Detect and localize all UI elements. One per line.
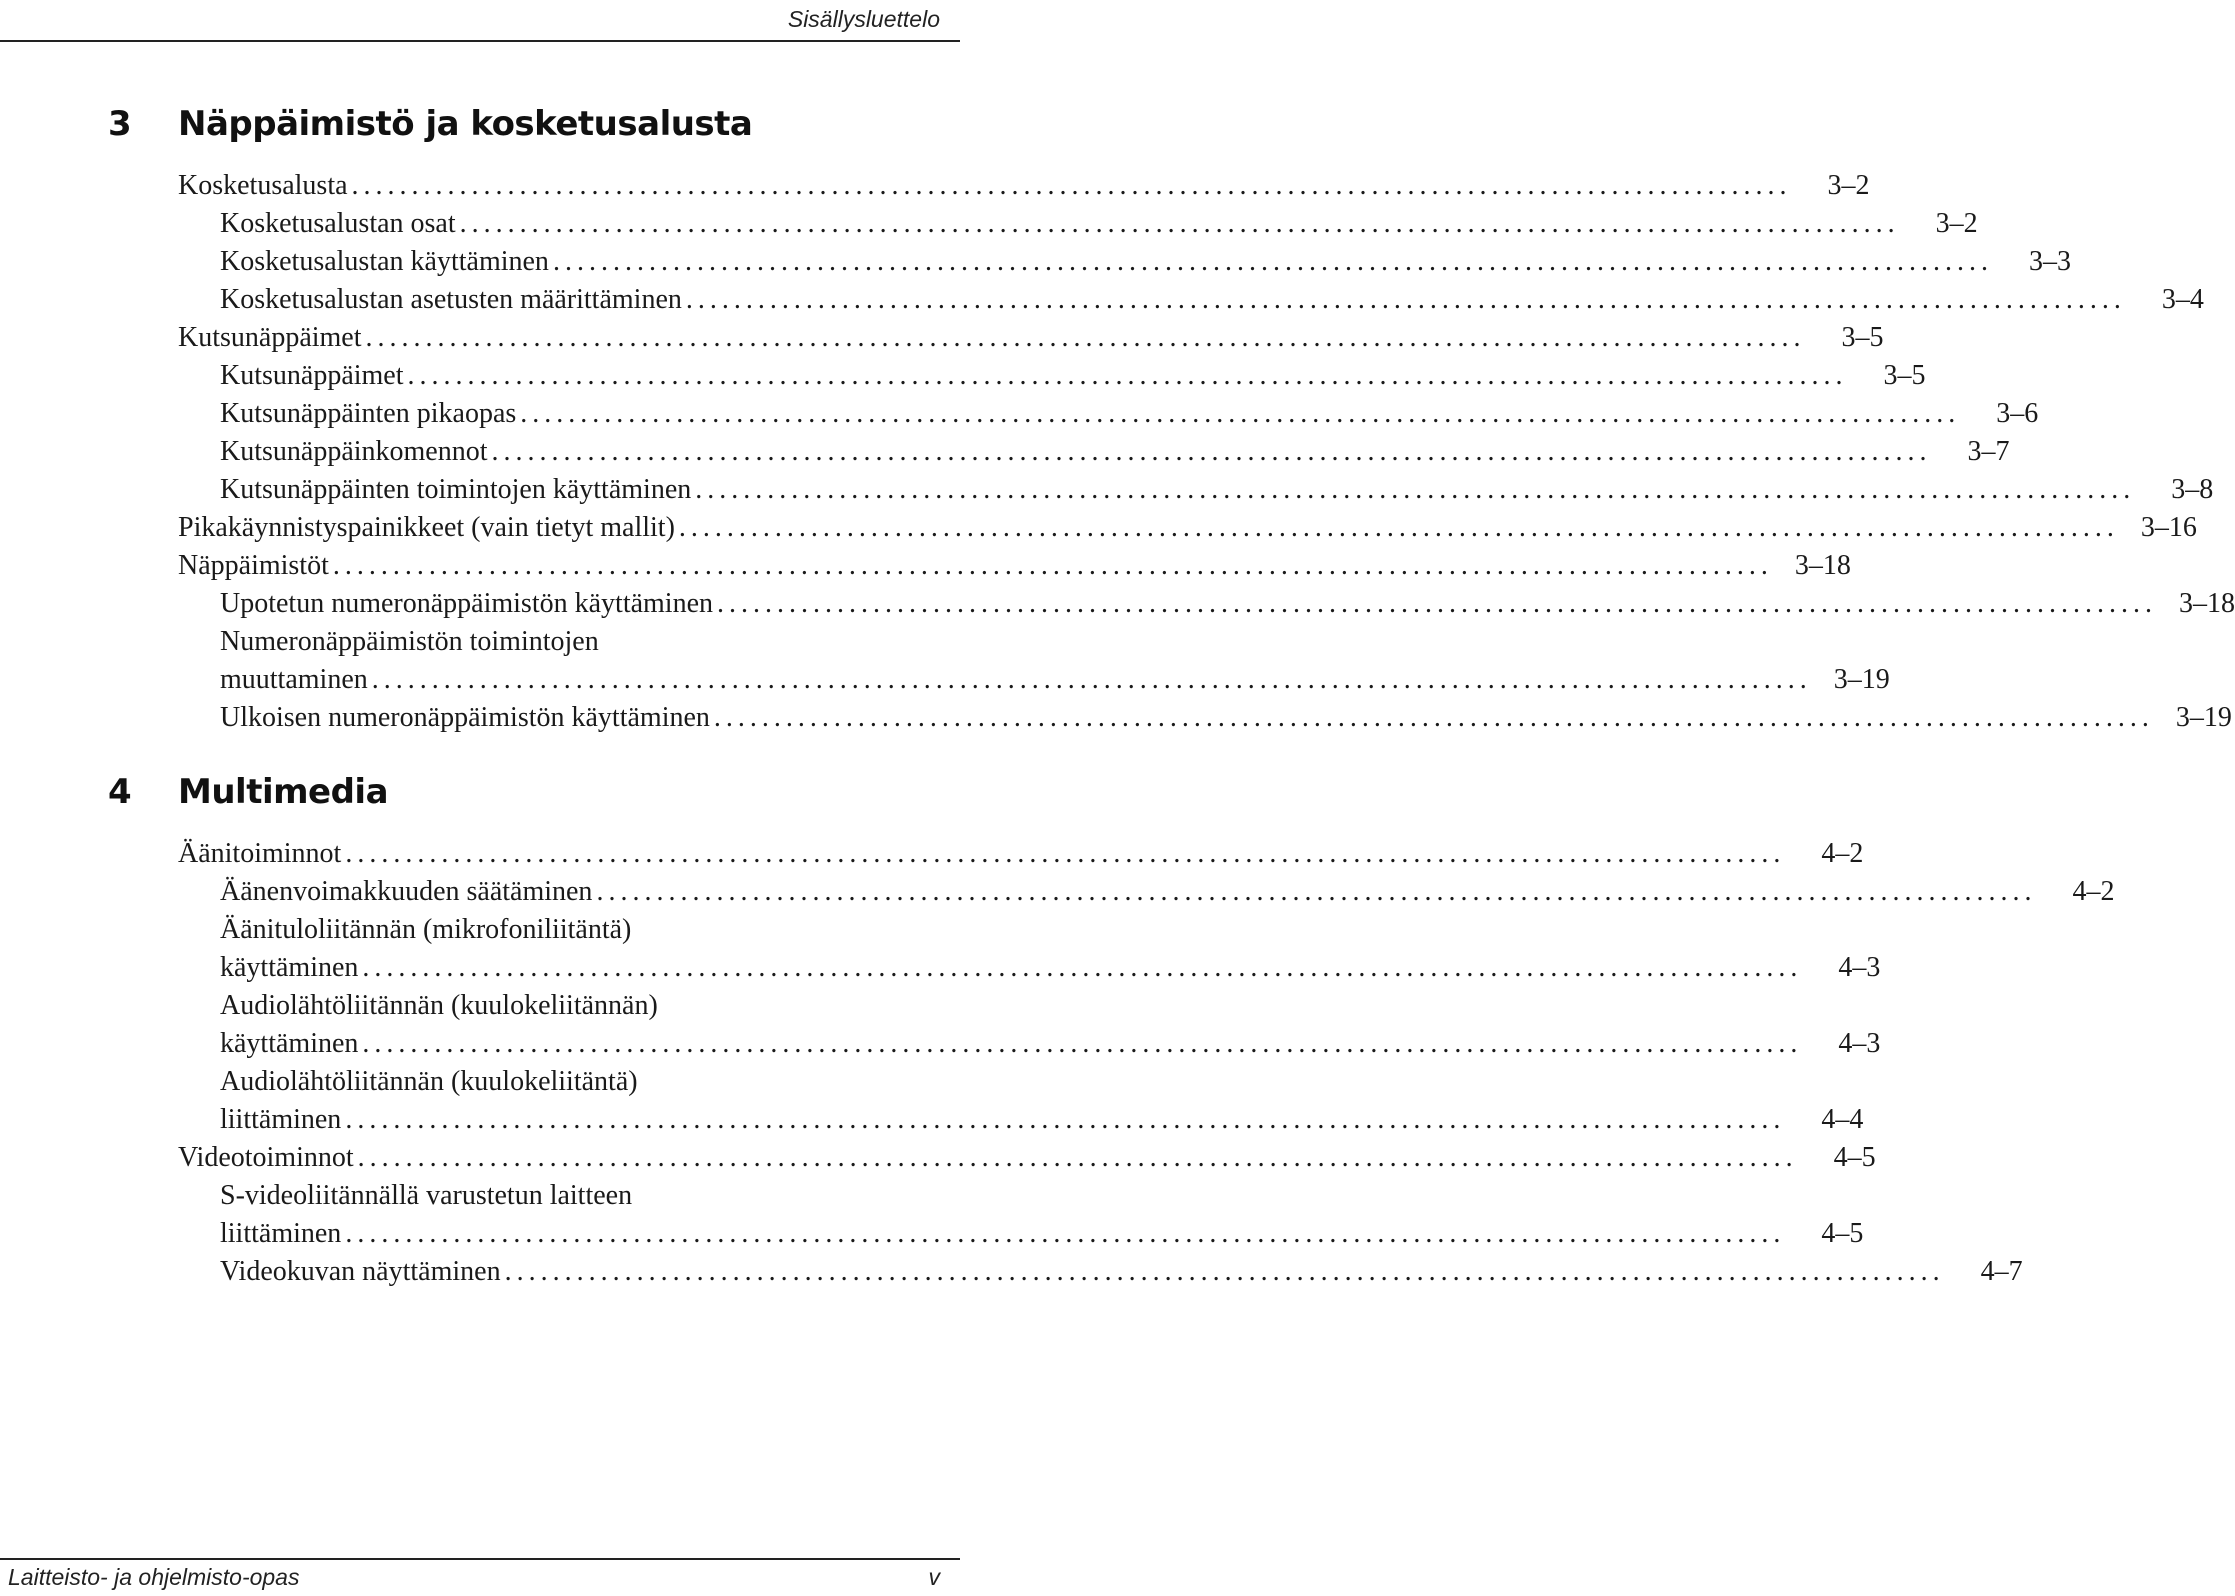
toc-entry-continued — [0, 987, 960, 1025]
toc-entry[interactable] — [0, 1101, 1864, 1139]
toc-page-number: 4–2 — [2072, 876, 2115, 907]
chapter-3-heading[interactable] — [0, 100, 960, 156]
toc-entry-title: liittäminen — [220, 1218, 342, 1249]
toc-page-number: 3–2 — [1935, 208, 1978, 239]
toc-page-number: 3–3 — [2028, 246, 2071, 277]
toc-leader-dots: ........................................................................................................................ — [552, 246, 1993, 277]
toc-entry-title: käyttäminen — [220, 1028, 359, 1059]
header-rule — [0, 40, 960, 42]
toc-entry-title: Kutsunäppäinkomennot — [220, 436, 488, 467]
toc-leader-dots: ........................................................................................................................ — [362, 1028, 1803, 1059]
toc-page-number: 3–2 — [1827, 170, 1870, 201]
toc-entry[interactable] — [0, 699, 2232, 737]
toc-entry-title: Äänitoiminnot — [178, 838, 342, 869]
toc-page-number: 3–19 — [2175, 702, 2232, 733]
toc-leader-dots: ........................................................................................................................ — [491, 436, 1932, 467]
toc-entry-title: Pikakäynnistyspainikkeet (vain tietyt mallit) — [178, 512, 675, 543]
toc-entry-title: muuttaminen — [220, 664, 368, 695]
toc-page-number: 4–3 — [1838, 952, 1881, 983]
toc-entry-title: liittäminen — [220, 1104, 342, 1135]
toc-entry-title: Kutsunäppäinten pikaopas — [220, 398, 517, 429]
toc-entry-title: Äänituloliitännän (mikrofoniliitäntä) — [220, 914, 632, 945]
toc-entry-title: Audiolähtöliitännän (kuulokeliitäntä) — [220, 1066, 638, 1097]
toc-leader-dots: ........................................................................................................................ — [520, 398, 1961, 429]
toc-entry[interactable] — [0, 319, 1884, 357]
toc-leader-dots: ........................................................................................................................ — [504, 1256, 1945, 1287]
toc-page-number: 4–5 — [1833, 1142, 1876, 1173]
toc-entry[interactable] — [0, 835, 1864, 873]
toc-page-number: 4–4 — [1821, 1104, 1864, 1135]
toc-entry-title: Upotetun numeronäppäimistön käyttäminen — [220, 588, 714, 619]
toc-page-number: 3–6 — [1996, 398, 2039, 429]
toc-entry-title: Kosketusalustan asetusten määrittäminen — [220, 284, 682, 315]
toc-entry-continued — [0, 1063, 960, 1101]
toc-entry[interactable] — [0, 395, 2039, 433]
toc-entry[interactable] — [0, 547, 1851, 585]
toc-leader-dots: ........................................................................................................................ — [685, 284, 2126, 315]
toc-entry-title: Videokuvan näyttäminen — [220, 1256, 501, 1287]
chapter-number: 4 — [108, 772, 132, 812]
chapter-4-toc — [0, 835, 2115, 1291]
toc-leader-dots: ........................................................................................................................ — [357, 1142, 1798, 1173]
toc-page-number: 3–16 — [2140, 512, 2197, 543]
toc-entry-title: Numeronäppäimistön toimintojen — [220, 626, 599, 657]
toc-page-number: 4–5 — [1821, 1218, 1864, 1249]
toc-leader-dots: ........................................................................................................................ — [717, 588, 2158, 619]
toc-leader-dots: ........................................................................................................................ — [713, 702, 2154, 733]
toc-page-number: 3–7 — [1967, 436, 2010, 467]
toc-page-number: 3–19 — [1833, 664, 1890, 695]
toc-leader-dots: ........................................................................................................................ — [407, 360, 1848, 391]
toc-leader-dots: ........................................................................................................................ — [351, 170, 1792, 201]
toc-entry-title: Audiolähtöliitännän (kuulokeliitännän) — [220, 990, 658, 1021]
chapter-title: Multimedia — [178, 772, 389, 812]
toc-entry-continued — [0, 1177, 960, 1215]
toc-leader-dots: ........................................................................................................................ — [332, 550, 1773, 581]
toc-entry-title: Kutsunäppäimet — [220, 360, 404, 391]
toc-entry[interactable] — [0, 873, 2115, 911]
toc-leader-dots: ........................................................................................................................ — [678, 512, 2119, 543]
toc-entry-title: käyttäminen — [220, 952, 359, 983]
toc-entry-title: S-videoliitännällä varustetun laitteen — [220, 1180, 633, 1211]
toc-entry[interactable] — [0, 281, 2204, 319]
toc-leader-dots: ........................................................................................................................ — [365, 322, 1806, 353]
chapter-4-heading[interactable] — [0, 768, 960, 824]
footer-document-title: Laitteisto- ja ohjelmisto-opas — [8, 1564, 300, 1590]
toc-leader-dots: ........................................................................................................................ — [459, 208, 1900, 239]
toc-leader-dots: ........................................................................................................................ — [596, 876, 2037, 907]
toc-entry[interactable] — [0, 1139, 1876, 1177]
toc-leader-dots: ........................................................................................................................ — [695, 474, 2136, 505]
chapter-title: Näppäimistö ja kosketusalusta — [178, 104, 753, 144]
footer-rule — [0, 1558, 960, 1560]
toc-entry[interactable] — [0, 1253, 2023, 1291]
running-header-title: Sisällysluettelo — [787, 6, 940, 32]
toc-entry[interactable] — [0, 357, 1926, 395]
toc-entry[interactable] — [0, 661, 1890, 699]
footer-page-number: v — [928, 1564, 940, 1590]
toc-entry-title: Kosketusalustan osat — [220, 208, 456, 239]
toc-page-number: 4–3 — [1838, 1028, 1881, 1059]
toc-leader-dots: ........................................................................................................................ — [345, 838, 1786, 869]
toc-entry-title: Äänenvoimakkuuden säätäminen — [220, 876, 593, 907]
toc-entry[interactable] — [0, 1215, 1864, 1253]
toc-entry[interactable] — [0, 243, 2071, 281]
toc-entry-title: Ulkoisen numeronäppäimistön käyttäminen — [220, 702, 710, 733]
toc-leader-dots: ........................................................................................................................ — [362, 952, 1803, 983]
toc-page-number: 3–18 — [2179, 588, 2235, 619]
toc-entry[interactable] — [0, 949, 1881, 987]
toc-page-number: 3–8 — [2171, 474, 2214, 505]
toc-entry[interactable] — [0, 1025, 1881, 1063]
toc-entry[interactable] — [0, 205, 1978, 243]
toc-entry-title: Kutsunäppäimet — [178, 322, 362, 353]
toc-entry-title: Kosketusalustan käyttäminen — [220, 246, 549, 277]
chapter-number: 3 — [108, 104, 132, 144]
toc-leader-dots: ........................................................................................................................ — [345, 1218, 1786, 1249]
toc-entry-continued — [0, 911, 960, 949]
toc-page-number: 3–5 — [1883, 360, 1926, 391]
toc-page-number: 4–7 — [1980, 1256, 2023, 1287]
toc-entry[interactable] — [0, 167, 1870, 205]
toc-entry[interactable] — [0, 433, 2010, 471]
toc-entry[interactable] — [0, 509, 2197, 547]
toc-page-number: 3–18 — [1794, 550, 1851, 581]
toc-page-number: 3–4 — [2161, 284, 2204, 315]
toc-page-number: 3–5 — [1841, 322, 1884, 353]
toc-entry-title: Näppäimistöt — [178, 550, 329, 581]
toc-entry-title: Videotoiminnot — [178, 1142, 354, 1173]
toc-entry-title: Kutsunäppäinten toimintojen käyttäminen — [220, 474, 692, 505]
toc-entry[interactable] — [0, 471, 2214, 509]
toc-entry-continued — [0, 623, 960, 661]
chapter-3-toc — [0, 167, 2235, 737]
toc-leader-dots: ........................................................................................................................ — [371, 664, 1812, 695]
toc-leader-dots: ........................................................................................................................ — [345, 1104, 1786, 1135]
toc-entry[interactable] — [0, 585, 2235, 623]
toc-page-number: 4–2 — [1821, 838, 1864, 869]
toc-entry-title: Kosketusalusta — [178, 170, 348, 201]
